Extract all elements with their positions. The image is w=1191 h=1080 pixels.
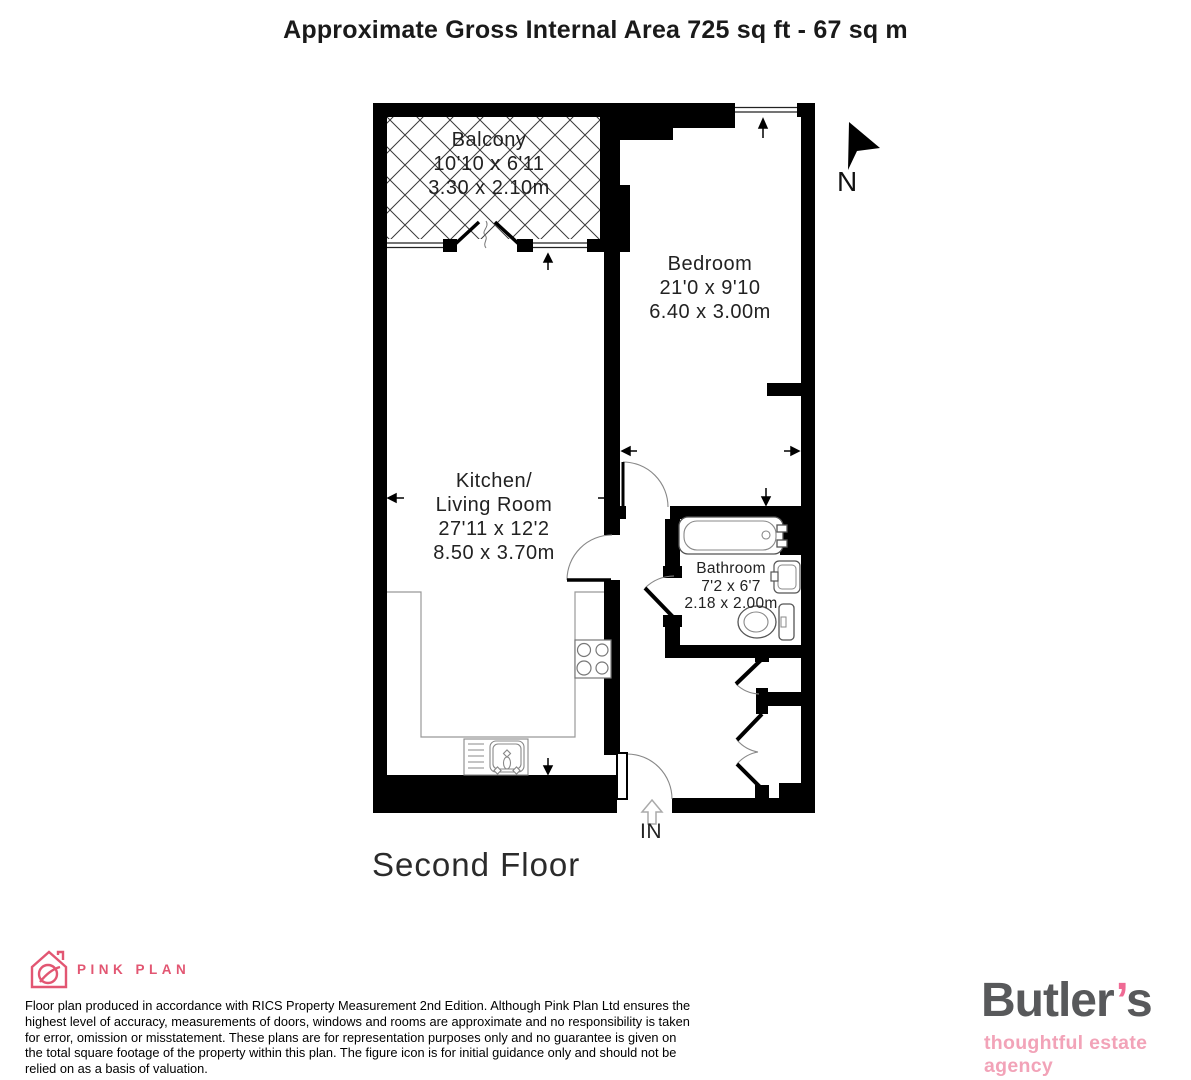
kitchen-dims-ft: 27'11 x 12'2 (438, 518, 550, 540)
room-label-bathroom (684, 560, 777, 613)
kitchen-sink-icon (464, 739, 528, 775)
balcony-dims-ft: 10'10 x 6'11 (433, 153, 545, 175)
room-label-kitchen (433, 469, 555, 565)
balcony-dims-m: 3.30 x 2.10m (428, 177, 550, 199)
bathroom-dims-ft: 7'2 x 6'7 (701, 577, 761, 595)
butlers-name-pre: Butler (981, 974, 1116, 1027)
butlers-apostrophe: ’ (1115, 974, 1127, 1027)
bathroom-name: Bathroom (696, 560, 766, 577)
room-label-bedroom (649, 252, 771, 324)
butlers-logo (981, 976, 1152, 1026)
entrance-in-label: IN (640, 820, 662, 843)
pink-plan-logo-icon (27, 947, 71, 991)
bedroom-dims-m: 6.40 x 3.00m (649, 301, 771, 323)
balcony-name: Balcony (451, 129, 527, 151)
plan-title: Approximate Gross Internal Area 725 sq ft - 67 sq m (283, 16, 908, 44)
bedroom-name: Bedroom (667, 253, 753, 275)
pink-plan-brand: PINK PLAN (77, 962, 191, 977)
compass-north-label: N (837, 166, 858, 197)
room-label-balcony (428, 128, 550, 200)
bathroom-dims-m: 2.18 x 2.00m (684, 595, 778, 612)
kitchen-name-line1: Kitchen/ (455, 470, 533, 492)
butlers-name-post: s (1126, 974, 1152, 1027)
stove-icon (575, 640, 611, 678)
disclaimer-text: Floor plan produced in accordance with RICS Property Measurement 2nd Edition. Although Pink Plan Ltd ensures the highest level of accuracy, measurements of doors, windows and rooms are approximate and no responsibility is taken for error, omission or misstatement. These plans are for representation purposes only and no guarantee is given on the total square footage of the property within this plan. The figure icon is for initial guidance only and should not be relied on as a basis of valuation. (25, 998, 691, 1077)
kitchen-dims-m: 8.50 x 3.70m (433, 542, 555, 564)
bedroom-dims-ft: 21'0 x 9'10 (659, 277, 761, 299)
bathtub-icon (679, 517, 787, 554)
kitchen-name-line2: Living Room (435, 494, 553, 516)
butlers-tagline: thoughtful estate agency (984, 1032, 1148, 1077)
north-arrow-icon (848, 122, 880, 170)
floor-level-label: Second Floor (372, 846, 581, 883)
